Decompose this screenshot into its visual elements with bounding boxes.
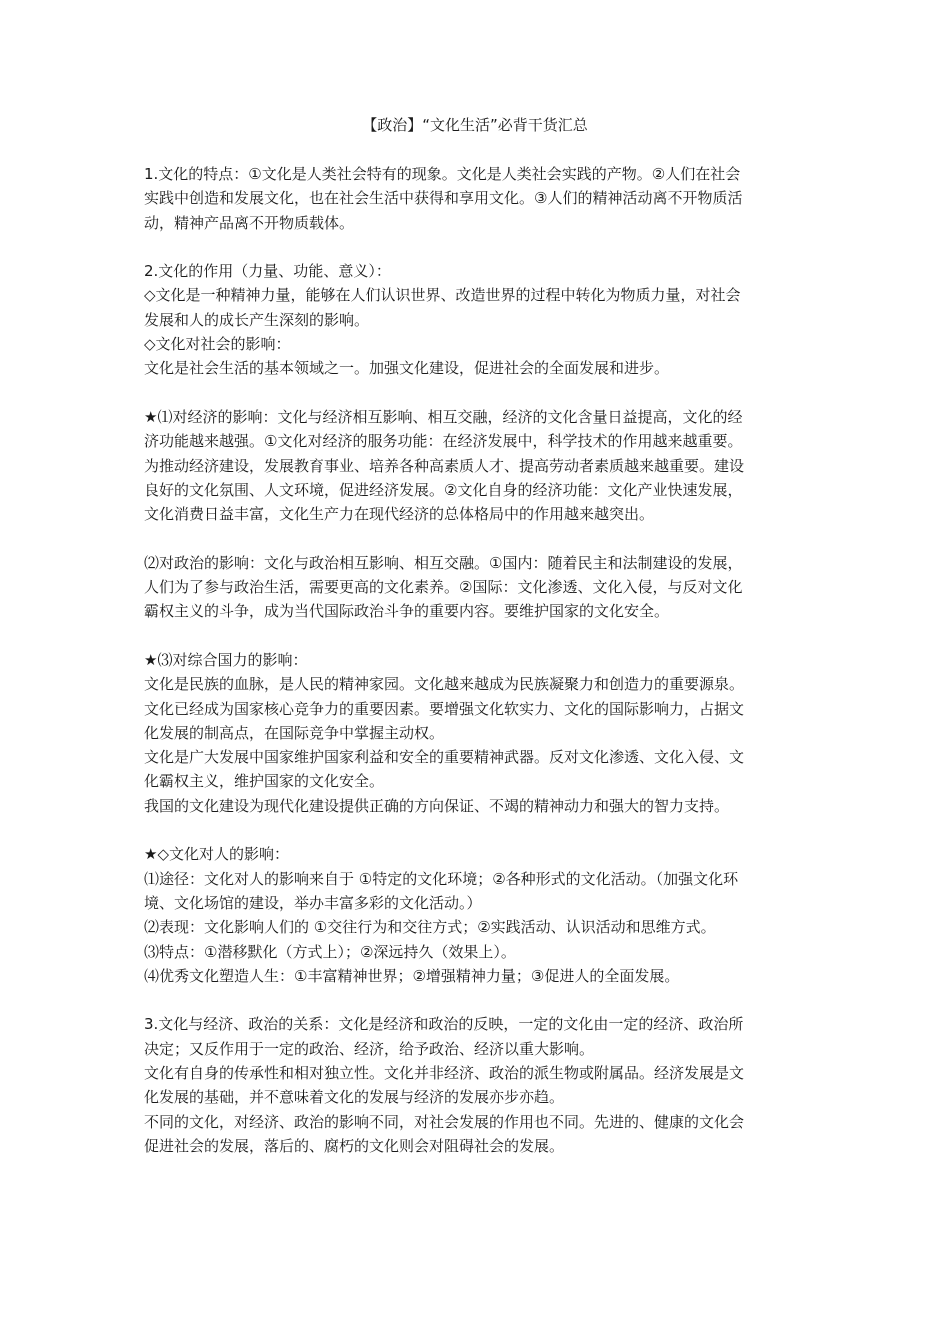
text-line: 我国的文化建设为现代化建设提供正确的方向保证、不竭的精神动力和强大的智力支持。 [144,796,730,815]
document-title: 【政治】“文化生活”必背干货汇总 [362,116,588,134]
text-line: 文化有自身的传承性和相对独立性。文化并非经济、政治的派生物或附属品。经济发展是文 [144,1063,745,1082]
text-line: ★⑴对经济的影响：文化与经济相互影响、相互交融，经济的文化含量日益提高，文化的经 [144,407,743,426]
text-line: 化发展的制高点，在国际竞争中掌握主动权。 [144,723,445,742]
text-line: 1.文化的特点：①文化是人类社会特有的现象。文化是人类社会实践的产物。②人们在社会 [144,165,741,183]
text-line: 发展和人的成长产生深刻的影响。 [144,310,370,329]
text-line: 良好的文化氛围、人文环境，促进经济发展。②文化自身的经济功能：文化产业快速发展， [144,480,743,499]
paragraph-economy-impact [144,405,816,526]
text-line: 促进社会的发展，落后的、腐朽的文化则会对阻碍社会的发展。 [144,1136,565,1155]
text-line: ◇文化是一种精神力量，能够在人们认识世界、改造世界的过程中转化为物质力量，对社会 [144,286,741,305]
text-line: ⑵表现：文化影响人们的 ①交往行为和交往方式；②实践活动、认识活动和思维方式。 [144,918,716,937]
text-line: 霸权主义的斗争，成为当代国际政治斗争的重要内容。要维护国家的文化安全。 [144,602,670,621]
text-line: 不同的文化，对经济、政治的影响不同，对社会发展的作用也不同。先进的、健康的文化会 [144,1112,745,1131]
paragraph-national-power-impact [144,648,816,818]
text-line: ⑷优秀文化塑造人生：①丰富精神世界；②增强精神力量；③促进人的全面发展。 [144,966,680,985]
text-line: 2.文化的作用（力量、功能、意义）： [144,262,391,281]
text-line: 化发展的基础，并不意味着文化的发展与经济的发展亦步亦趋。 [144,1088,565,1107]
paragraph-spacer [144,988,816,1012]
document-body [144,162,816,1158]
paragraph-spacer [144,526,816,550]
paragraph-culture-characteristics [144,162,816,235]
paragraph-culture-role [144,259,816,380]
text-line: ★⑶对综合国力的影响： [144,650,308,669]
text-line: ⑴途径：文化对人的影响来自于 ①特定的文化环境；②各种形式的文化活动。（加强文化环 [144,869,739,888]
text-line: 文化是广大发展中国家维护国家利益和安全的重要精神武器。反对文化渗透、文化入侵、文 [144,748,745,767]
paragraph-spacer [144,818,816,842]
text-line: ★◇文化对人的影响： [144,845,289,864]
text-line: 文化消费日益丰富，文化生产力在现代经济的总体格局中的作用越来越突出。 [144,505,655,524]
text-line: 3.文化与经济、政治的关系：文化是经济和政治的反映，一定的文化由一定的经济、政治所 [144,1015,744,1034]
text-line: 动，精神产品离不开物质载体。 [144,213,355,232]
paragraph-spacer [144,381,816,405]
text-line: 文化已经成为国家核心竞争力的重要因素。要增强文化软实力、文化的国际影响力，占据文 [144,699,745,718]
text-line: 济功能越来越强。①文化对经济的服务功能：在经济发展中，科学技术的作用越来越重要。 [144,432,743,451]
paragraph-spacer [144,235,816,259]
text-line: 为推动经济建设，发展教育事业、培养各种高素质人才、提高劳动者素质越来越重要。建设 [144,456,745,475]
text-line: 文化是社会生活的基本领域之一。加强文化建设，促进社会的全面发展和进步。 [144,359,670,378]
text-line: 文化是民族的血脉，是人民的精神家园。文化越来越成为民族凝聚力和创造力的重要源泉。 [144,675,745,694]
text-line: 人们为了参与政治生活，需要更高的文化素养。②国际：文化渗透、文化入侵，与反对文化 [144,578,743,597]
paragraph-culture-economy-politics [144,1012,816,1158]
text-line: 实践中创造和发展文化，也在社会生活中获得和享用文化。③人们的精神活动离不开物质活 [144,189,743,208]
paragraph-people-impact [144,842,816,988]
text-line: 境、文化场馆的建设，举办丰富多彩的文化活动。） [144,893,482,912]
text-line: 决定；又反作用于一定的政治、经济，给予政治、经济以重大影响。 [144,1039,595,1058]
paragraph-spacer [144,624,816,648]
paragraph-politics-impact [144,551,816,624]
text-line: ◇文化对社会的影响： [144,335,291,354]
text-line: ⑶特点：①潜移默化（方式上）；②深远持久（效果上）。 [144,942,516,961]
text-line: 化霸权主义，维护国家的文化安全。 [144,772,385,791]
text-line: ⑵对政治的影响：文化与政治相互影响、相互交融。①国内：随着民主和法制建设的发展， [144,553,743,572]
